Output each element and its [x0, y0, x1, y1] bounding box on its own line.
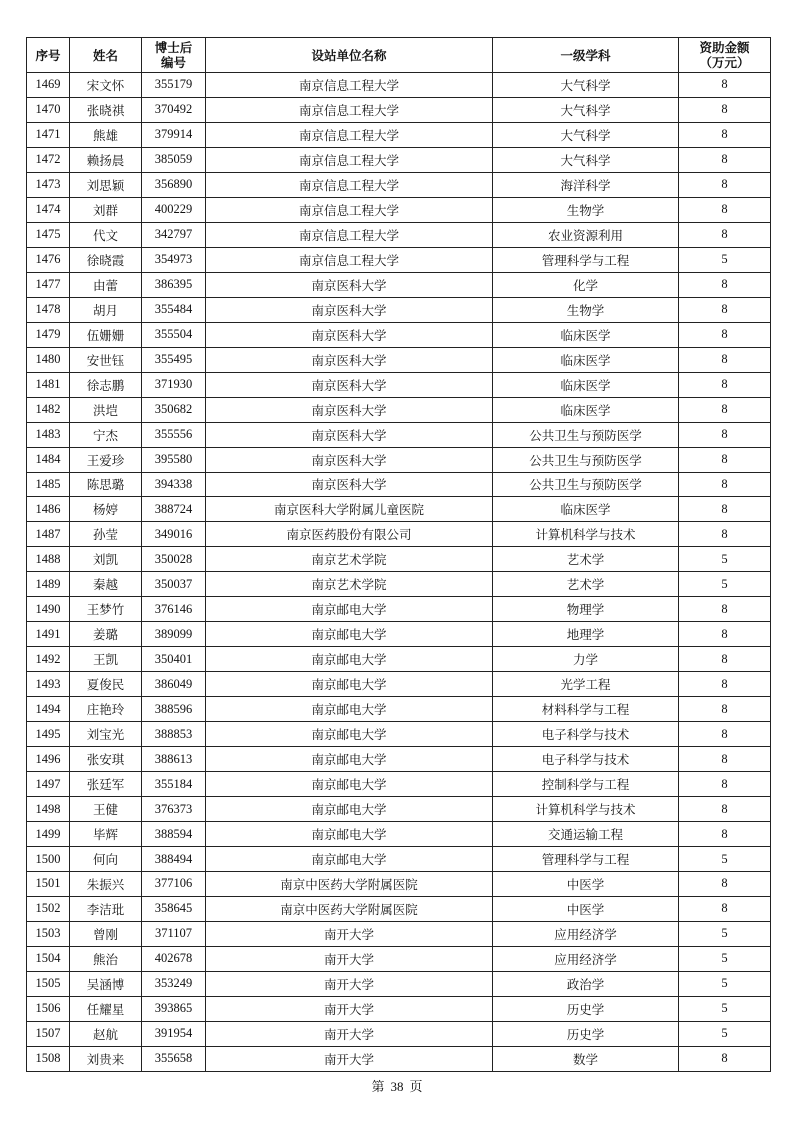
header-unit: 设站单位名称 — [206, 38, 493, 73]
cell-name: 代文 — [70, 222, 142, 247]
table-row — [27, 322, 771, 347]
cell-postdoc-id: 350037 — [142, 572, 206, 597]
cell-amount: 8 — [679, 372, 771, 397]
cell-unit: 南开大学 — [206, 921, 493, 946]
cell-unit: 南京信息工程大学 — [206, 197, 493, 222]
cell-unit: 南京邮电大学 — [206, 647, 493, 672]
cell-unit: 南京医科大学 — [206, 347, 493, 372]
cell-discipline: 临床医学 — [493, 397, 679, 422]
table-row — [27, 647, 771, 672]
cell-seq: 1470 — [27, 97, 70, 122]
cell-unit: 南京艺术学院 — [206, 572, 493, 597]
cell-name: 刘凯 — [70, 547, 142, 572]
cell-postdoc-id: 376146 — [142, 597, 206, 622]
cell-amount: 8 — [679, 822, 771, 847]
cell-amount: 8 — [679, 1046, 771, 1071]
table-row — [27, 946, 771, 971]
cell-seq: 1489 — [27, 572, 70, 597]
cell-name: 伍姗姗 — [70, 322, 142, 347]
cell-discipline: 中医学 — [493, 896, 679, 921]
cell-amount: 8 — [679, 497, 771, 522]
cell-amount: 8 — [679, 197, 771, 222]
cell-discipline: 数学 — [493, 1046, 679, 1071]
cell-unit: 南京邮电大学 — [206, 597, 493, 622]
cell-amount: 5 — [679, 946, 771, 971]
cell-name: 陈思璐 — [70, 472, 142, 497]
table-row — [27, 522, 771, 547]
cell-postdoc-id: 349016 — [142, 522, 206, 547]
table-row — [27, 996, 771, 1021]
cell-seq: 1485 — [27, 472, 70, 497]
cell-unit: 南京医科大学附属儿童医院 — [206, 497, 493, 522]
cell-postdoc-id: 393865 — [142, 996, 206, 1021]
table-row — [27, 772, 771, 797]
cell-amount: 8 — [679, 747, 771, 772]
cell-postdoc-id: 386395 — [142, 272, 206, 297]
cell-amount: 8 — [679, 347, 771, 372]
cell-postdoc-id: 394338 — [142, 472, 206, 497]
cell-amount: 8 — [679, 872, 771, 897]
cell-amount: 5 — [679, 921, 771, 946]
footer-suffix: 页 — [409, 1080, 423, 1095]
cell-amount: 8 — [679, 447, 771, 472]
cell-discipline: 农业资源利用 — [493, 222, 679, 247]
cell-seq: 1498 — [27, 797, 70, 822]
cell-seq: 1500 — [27, 847, 70, 872]
cell-seq: 1508 — [27, 1046, 70, 1071]
cell-amount: 8 — [679, 797, 771, 822]
cell-unit: 南开大学 — [206, 1021, 493, 1046]
cell-unit: 南京医科大学 — [206, 297, 493, 322]
cell-discipline: 历史学 — [493, 1021, 679, 1046]
table-row — [27, 172, 771, 197]
table-row — [27, 847, 771, 872]
cell-discipline: 交通运输工程 — [493, 822, 679, 847]
footer-prefix: 第 — [371, 1080, 385, 1095]
cell-unit: 南京邮电大学 — [206, 772, 493, 797]
cell-amount: 8 — [679, 472, 771, 497]
cell-seq: 1495 — [27, 722, 70, 747]
cell-name: 朱振兴 — [70, 872, 142, 897]
header-discipline: 一级学科 — [493, 38, 679, 73]
cell-postdoc-id: 386049 — [142, 672, 206, 697]
table-row — [27, 297, 771, 322]
cell-postdoc-id: 388494 — [142, 847, 206, 872]
table-row — [27, 122, 771, 147]
cell-unit: 南京医科大学 — [206, 272, 493, 297]
header-amount: 资助金额 （万元） — [679, 38, 771, 73]
cell-amount: 8 — [679, 647, 771, 672]
cell-seq: 1482 — [27, 397, 70, 422]
cell-discipline: 大气科学 — [493, 73, 679, 98]
header-seq: 序号 — [27, 38, 70, 73]
table-row — [27, 697, 771, 722]
cell-seq: 1469 — [27, 73, 70, 98]
cell-discipline: 艺术学 — [493, 547, 679, 572]
cell-name: 王爱珍 — [70, 447, 142, 472]
cell-postdoc-id: 355658 — [142, 1046, 206, 1071]
table-row — [27, 672, 771, 697]
page-number: 38 — [390, 1079, 404, 1094]
header-row — [27, 38, 771, 73]
page-footer — [0, 1076, 794, 1095]
cell-postdoc-id: 355179 — [142, 73, 206, 98]
cell-postdoc-id: 371107 — [142, 921, 206, 946]
cell-postdoc-id: 389099 — [142, 622, 206, 647]
table-row — [27, 372, 771, 397]
table-row — [27, 347, 771, 372]
cell-postdoc-id: 354973 — [142, 247, 206, 272]
cell-discipline: 生物学 — [493, 197, 679, 222]
cell-amount: 5 — [679, 572, 771, 597]
cell-discipline: 电子科学与技术 — [493, 722, 679, 747]
table-row — [27, 921, 771, 946]
cell-seq: 1474 — [27, 197, 70, 222]
cell-postdoc-id: 342797 — [142, 222, 206, 247]
cell-unit: 南京医科大学 — [206, 472, 493, 497]
cell-amount: 5 — [679, 247, 771, 272]
cell-unit: 南开大学 — [206, 971, 493, 996]
cell-unit: 南京医科大学 — [206, 372, 493, 397]
cell-unit: 南京医科大学 — [206, 447, 493, 472]
cell-seq: 1507 — [27, 1021, 70, 1046]
cell-discipline: 海洋科学 — [493, 172, 679, 197]
cell-seq: 1490 — [27, 597, 70, 622]
cell-name: 宁杰 — [70, 422, 142, 447]
cell-postdoc-id: 388594 — [142, 822, 206, 847]
cell-discipline: 公共卫生与预防医学 — [493, 422, 679, 447]
cell-seq: 1473 — [27, 172, 70, 197]
cell-seq: 1497 — [27, 772, 70, 797]
cell-amount: 8 — [679, 147, 771, 172]
table-row — [27, 622, 771, 647]
cell-postdoc-id: 388853 — [142, 722, 206, 747]
cell-discipline: 政治学 — [493, 971, 679, 996]
cell-name: 熊雄 — [70, 122, 142, 147]
cell-discipline: 物理学 — [493, 597, 679, 622]
table-row — [27, 797, 771, 822]
table-row — [27, 822, 771, 847]
cell-postdoc-id: 355484 — [142, 297, 206, 322]
cell-postdoc-id: 350682 — [142, 397, 206, 422]
cell-unit: 南京信息工程大学 — [206, 172, 493, 197]
cell-seq: 1501 — [27, 872, 70, 897]
cell-seq: 1478 — [27, 297, 70, 322]
table-row — [27, 147, 771, 172]
header-name: 姓名 — [70, 38, 142, 73]
cell-name: 杨婷 — [70, 497, 142, 522]
cell-unit: 南京邮电大学 — [206, 697, 493, 722]
cell-postdoc-id: 388613 — [142, 747, 206, 772]
cell-discipline: 应用经济学 — [493, 946, 679, 971]
cell-name: 刘群 — [70, 197, 142, 222]
cell-unit: 南京中医药大学附属医院 — [206, 872, 493, 897]
cell-discipline: 艺术学 — [493, 572, 679, 597]
cell-name: 庄艳玲 — [70, 697, 142, 722]
table-body — [27, 73, 771, 1072]
cell-amount: 8 — [679, 672, 771, 697]
cell-name: 徐晓霞 — [70, 247, 142, 272]
cell-seq: 1496 — [27, 747, 70, 772]
cell-name: 张廷军 — [70, 772, 142, 797]
cell-amount: 8 — [679, 896, 771, 921]
cell-name: 毕辉 — [70, 822, 142, 847]
table-row — [27, 872, 771, 897]
cell-unit: 南京医科大学 — [206, 397, 493, 422]
cell-seq: 1493 — [27, 672, 70, 697]
cell-name: 王凯 — [70, 647, 142, 672]
table-row — [27, 747, 771, 772]
cell-unit: 南京信息工程大学 — [206, 247, 493, 272]
cell-postdoc-id: 376373 — [142, 797, 206, 822]
cell-amount: 5 — [679, 996, 771, 1021]
cell-discipline: 生物学 — [493, 297, 679, 322]
cell-postdoc-id: 370492 — [142, 97, 206, 122]
cell-unit: 南京邮电大学 — [206, 822, 493, 847]
cell-discipline: 光学工程 — [493, 672, 679, 697]
table-row — [27, 971, 771, 996]
table-row — [27, 722, 771, 747]
cell-unit: 南开大学 — [206, 996, 493, 1021]
table-row — [27, 1046, 771, 1071]
table-row — [27, 272, 771, 297]
table-row — [27, 222, 771, 247]
cell-unit: 南京邮电大学 — [206, 747, 493, 772]
cell-amount: 8 — [679, 397, 771, 422]
cell-seq: 1481 — [27, 372, 70, 397]
cell-name: 刘宝光 — [70, 722, 142, 747]
cell-amount: 5 — [679, 1021, 771, 1046]
cell-unit: 南京医药股份有限公司 — [206, 522, 493, 547]
cell-unit: 南京医科大学 — [206, 322, 493, 347]
cell-postdoc-id: 350401 — [142, 647, 206, 672]
cell-unit: 南京信息工程大学 — [206, 73, 493, 98]
cell-unit: 南京中医药大学附属医院 — [206, 896, 493, 921]
cell-name: 熊治 — [70, 946, 142, 971]
cell-discipline: 临床医学 — [493, 497, 679, 522]
cell-amount: 8 — [679, 222, 771, 247]
cell-seq: 1504 — [27, 946, 70, 971]
cell-discipline: 计算机科学与技术 — [493, 797, 679, 822]
cell-name: 洪垲 — [70, 397, 142, 422]
cell-amount: 8 — [679, 697, 771, 722]
cell-postdoc-id: 356890 — [142, 172, 206, 197]
cell-discipline: 大气科学 — [493, 147, 679, 172]
cell-name: 宋文怀 — [70, 73, 142, 98]
cell-amount: 8 — [679, 772, 771, 797]
table-row — [27, 497, 771, 522]
cell-unit: 南京邮电大学 — [206, 622, 493, 647]
cell-name: 夏俊民 — [70, 672, 142, 697]
cell-postdoc-id: 355504 — [142, 322, 206, 347]
cell-name: 胡月 — [70, 297, 142, 322]
cell-unit: 南京医科大学 — [206, 422, 493, 447]
cell-amount: 8 — [679, 272, 771, 297]
cell-postdoc-id: 400229 — [142, 197, 206, 222]
cell-seq: 1494 — [27, 697, 70, 722]
cell-postdoc-id: 395580 — [142, 447, 206, 472]
cell-name: 赖扬晨 — [70, 147, 142, 172]
cell-unit: 南京艺术学院 — [206, 547, 493, 572]
cell-discipline: 中医学 — [493, 872, 679, 897]
cell-seq: 1502 — [27, 896, 70, 921]
cell-seq: 1472 — [27, 147, 70, 172]
table-row — [27, 1021, 771, 1046]
cell-name: 任耀星 — [70, 996, 142, 1021]
cell-postdoc-id: 358645 — [142, 896, 206, 921]
table-row — [27, 422, 771, 447]
table-row — [27, 197, 771, 222]
cell-postdoc-id: 355184 — [142, 772, 206, 797]
cell-postdoc-id: 355556 — [142, 422, 206, 447]
cell-postdoc-id: 350028 — [142, 547, 206, 572]
cell-name: 孙莹 — [70, 522, 142, 547]
cell-amount: 5 — [679, 847, 771, 872]
cell-name: 姜璐 — [70, 622, 142, 647]
cell-postdoc-id: 391954 — [142, 1021, 206, 1046]
cell-seq: 1487 — [27, 522, 70, 547]
cell-discipline: 力学 — [493, 647, 679, 672]
cell-amount: 5 — [679, 547, 771, 572]
cell-postdoc-id: 388724 — [142, 497, 206, 522]
cell-amount: 8 — [679, 422, 771, 447]
table-row — [27, 73, 771, 98]
cell-discipline: 控制科学与工程 — [493, 772, 679, 797]
cell-discipline: 电子科学与技术 — [493, 747, 679, 772]
cell-discipline: 大气科学 — [493, 122, 679, 147]
cell-postdoc-id: 402678 — [142, 946, 206, 971]
cell-name: 由蕾 — [70, 272, 142, 297]
cell-name: 吴涵博 — [70, 971, 142, 996]
table-row — [27, 547, 771, 572]
cell-seq: 1486 — [27, 497, 70, 522]
table-row — [27, 397, 771, 422]
cell-seq: 1499 — [27, 822, 70, 847]
cell-amount: 8 — [679, 73, 771, 98]
cell-seq: 1476 — [27, 247, 70, 272]
cell-postdoc-id: 385059 — [142, 147, 206, 172]
cell-amount: 8 — [679, 97, 771, 122]
cell-unit: 南京信息工程大学 — [206, 97, 493, 122]
cell-discipline: 材料科学与工程 — [493, 697, 679, 722]
cell-postdoc-id: 377106 — [142, 872, 206, 897]
cell-discipline: 公共卫生与预防医学 — [493, 447, 679, 472]
cell-discipline: 管理科学与工程 — [493, 247, 679, 272]
cell-discipline: 临床医学 — [493, 347, 679, 372]
cell-seq: 1492 — [27, 647, 70, 672]
cell-seq: 1506 — [27, 996, 70, 1021]
cell-unit: 南京邮电大学 — [206, 797, 493, 822]
cell-unit: 南京信息工程大学 — [206, 222, 493, 247]
cell-postdoc-id: 353249 — [142, 971, 206, 996]
cell-discipline: 公共卫生与预防医学 — [493, 472, 679, 497]
cell-name: 秦越 — [70, 572, 142, 597]
cell-seq: 1471 — [27, 122, 70, 147]
cell-amount: 8 — [679, 172, 771, 197]
cell-amount: 8 — [679, 597, 771, 622]
cell-name: 王健 — [70, 797, 142, 822]
cell-amount: 8 — [679, 622, 771, 647]
cell-discipline: 管理科学与工程 — [493, 847, 679, 872]
cell-seq: 1480 — [27, 347, 70, 372]
cell-amount: 8 — [679, 522, 771, 547]
cell-unit: 南京邮电大学 — [206, 847, 493, 872]
cell-amount: 8 — [679, 722, 771, 747]
cell-amount: 8 — [679, 322, 771, 347]
table-row — [27, 97, 771, 122]
cell-unit: 南开大学 — [206, 1046, 493, 1071]
cell-unit: 南京信息工程大学 — [206, 122, 493, 147]
cell-name: 曾刚 — [70, 921, 142, 946]
cell-discipline: 临床医学 — [493, 322, 679, 347]
cell-unit: 南京邮电大学 — [206, 672, 493, 697]
cell-name: 李洁玭 — [70, 896, 142, 921]
cell-name: 赵航 — [70, 1021, 142, 1046]
cell-postdoc-id: 371930 — [142, 372, 206, 397]
cell-seq: 1503 — [27, 921, 70, 946]
cell-name: 王梦竹 — [70, 597, 142, 622]
table-row — [27, 472, 771, 497]
table-row — [27, 896, 771, 921]
cell-amount: 8 — [679, 122, 771, 147]
funding-table — [26, 37, 771, 1072]
cell-seq: 1483 — [27, 422, 70, 447]
cell-name: 张安琪 — [70, 747, 142, 772]
table-row — [27, 572, 771, 597]
cell-name: 何向 — [70, 847, 142, 872]
cell-seq: 1491 — [27, 622, 70, 647]
cell-name: 刘思颖 — [70, 172, 142, 197]
cell-discipline: 大气科学 — [493, 97, 679, 122]
cell-discipline: 历史学 — [493, 996, 679, 1021]
cell-discipline: 化学 — [493, 272, 679, 297]
cell-discipline: 临床医学 — [493, 372, 679, 397]
cell-seq: 1479 — [27, 322, 70, 347]
cell-discipline: 应用经济学 — [493, 921, 679, 946]
cell-seq: 1505 — [27, 971, 70, 996]
cell-name: 安世钰 — [70, 347, 142, 372]
cell-name: 张晓祺 — [70, 97, 142, 122]
cell-name: 徐志鹏 — [70, 372, 142, 397]
cell-seq: 1475 — [27, 222, 70, 247]
table-row — [27, 447, 771, 472]
cell-name: 刘贵来 — [70, 1046, 142, 1071]
cell-postdoc-id: 379914 — [142, 122, 206, 147]
cell-postdoc-id: 355495 — [142, 347, 206, 372]
table-row — [27, 597, 771, 622]
table-row — [27, 247, 771, 272]
cell-postdoc-id: 388596 — [142, 697, 206, 722]
cell-unit: 南京邮电大学 — [206, 722, 493, 747]
cell-seq: 1484 — [27, 447, 70, 472]
cell-discipline: 地理学 — [493, 622, 679, 647]
cell-discipline: 计算机科学与技术 — [493, 522, 679, 547]
cell-amount: 8 — [679, 297, 771, 322]
cell-unit: 南京信息工程大学 — [206, 147, 493, 172]
cell-seq: 1477 — [27, 272, 70, 297]
cell-seq: 1488 — [27, 547, 70, 572]
header-postdoc-id: 博士后 编号 — [142, 38, 206, 73]
cell-amount: 5 — [679, 971, 771, 996]
cell-unit: 南开大学 — [206, 946, 493, 971]
